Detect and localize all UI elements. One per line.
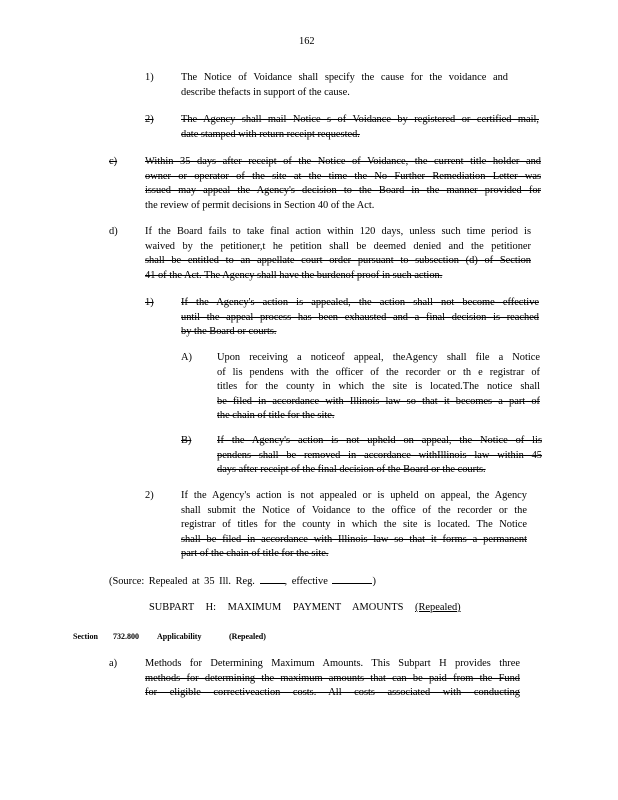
blank-line: [332, 573, 372, 584]
text-line: If the Board fails to take final action within 120 days, unless such time period is: [145, 226, 531, 237]
text-line: of lis pendens with the officer of the recorder or th e registrar of: [217, 366, 540, 378]
item-b1-label: 1): [145, 72, 154, 83]
item-b2-text: [181, 113, 539, 142]
text-line: If the Agency's action is not appealed or is upheld on appeal, the Agency: [181, 490, 527, 501]
item-a-label: a): [109, 658, 118, 669]
section-number: 732.800: [113, 632, 139, 641]
item-b2-label: 2): [145, 114, 154, 125]
text-line: Methods for Determining Maximum Amounts. This Subpart H provides three: [145, 658, 520, 669]
text-line: The Agency shall mail Notice s of Voidance by registered or certified mail,: [181, 114, 539, 125]
item-d2-label: 2): [145, 490, 154, 501]
item-d1-text: [181, 296, 539, 340]
item-b1-text: [181, 71, 508, 100]
text-line: part of the chain of title for the site.: [181, 548, 329, 559]
page-number: 162: [299, 36, 315, 47]
section-label: Section: [73, 632, 98, 641]
section-title: Applicability: [157, 632, 202, 641]
text-line: The Notice of Voidance shall specify the cause for the voidance and: [181, 72, 508, 83]
item-dA-label: A): [181, 352, 192, 363]
text-line: days after receipt of the final decision of the Board or the courts.: [217, 464, 486, 475]
text-line: until the appeal process has been exhausted and a final decision is reached: [181, 311, 539, 323]
text-line: shall be filed in accordance with Illinois law so that it forms a permanent: [181, 533, 527, 545]
item-d1-label: 1): [145, 297, 154, 308]
source-text: , effective: [284, 576, 328, 587]
text-line: registrar of titles for the county in which the site is located. The Notice: [181, 519, 527, 530]
text-line: shall be entitled to an appellate court order pursuant to subsection (d) of Section: [145, 255, 531, 266]
subpart-heading: [149, 601, 461, 616]
blank-line: [260, 573, 285, 584]
text-line: If the Agency's action is not upheld on appeal, the Notice of lis: [217, 435, 542, 446]
text-line: shall submit the Notice of Voidance to the office of the recorder or the: [181, 504, 527, 516]
source-text: ): [372, 576, 376, 587]
section-repealed: (Repealed): [229, 632, 266, 641]
item-c-label: c): [109, 156, 118, 167]
text-line: for eligible correctiveaction costs. All costs associated with conducting: [145, 687, 520, 698]
source-text: (Source: Repealed at 35 Ill. Reg.: [109, 576, 255, 587]
text-line: describe thefacts in support of the cause.: [181, 86, 350, 98]
item-d-label: d): [109, 226, 118, 237]
item-d-text: [145, 225, 531, 283]
subpart-title: SUBPART H: MAXIMUM PAYMENT AMOUNTS: [149, 602, 404, 613]
item-dB-label: B): [181, 435, 192, 446]
text-line: by the Board or courts.: [181, 326, 277, 337]
text-line: owner or operator of the site at the time the No Further Remediation Letter was: [145, 170, 541, 182]
text-line: pendens shall be removed in accordance withIllinois law within 45: [217, 449, 542, 461]
item-dB-text: [217, 434, 542, 478]
text-line: Upon receiving a noticeof appeal, theAgency shall file a Notice: [217, 352, 540, 363]
item-dA-text: [217, 351, 540, 424]
text-line: titles for the county in which the site is located.The notice shall: [217, 381, 540, 392]
item-d2-text: [181, 489, 527, 562]
text-line: be filed in accordance with Illinois law so that it becomes a part of: [217, 395, 540, 407]
text-line: 41 of the Act. The Agency shall have the burdenof proof in such action.: [145, 269, 443, 281]
text-line: the review of permit decisions in Section 40 of the Act.: [145, 199, 375, 211]
text-line: waived by the petitioner,t he petition shall be deemed denied and the petitioner: [145, 240, 531, 252]
text-line: issued may appeal the Agency's decision to the Board in the manner provided for: [145, 185, 541, 196]
source-note: [109, 573, 376, 590]
text-line: Within 35 days after receipt of the Notice of Voidance, the current title holder and: [145, 156, 541, 167]
item-a-text: [145, 657, 520, 701]
text-line: If the Agency's action is appealed, the action shall not become effective: [181, 297, 539, 308]
item-c-text: [145, 155, 541, 213]
text-line: the chain of title for the site.: [217, 410, 335, 421]
text-line: date stamped with return receipt requested.: [181, 128, 360, 140]
text-line: methods for determining the maximum amounts that can be paid from the Fund: [145, 672, 520, 684]
subpart-repealed: (Repealed): [415, 602, 461, 613]
